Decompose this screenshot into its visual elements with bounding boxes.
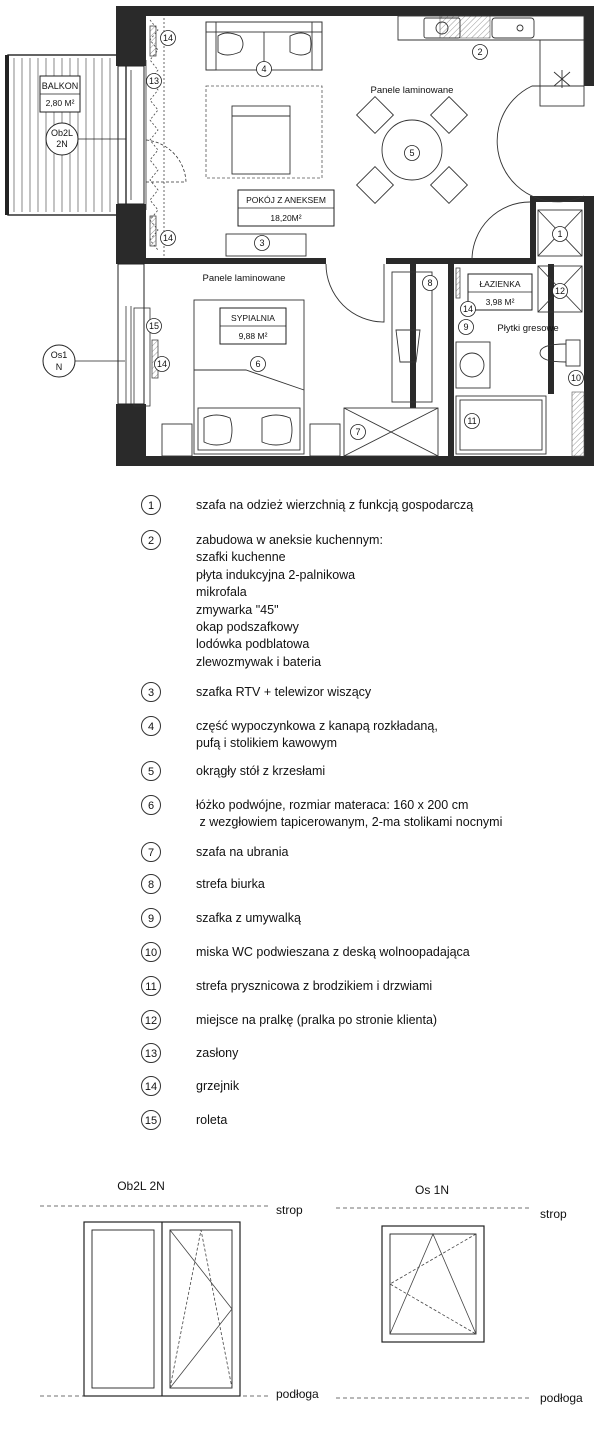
legend-line: z wezgłowiem tapicerowanym, 2-ma stolikami nocnymi	[196, 815, 503, 830]
door-elevation-bottom: podłoga	[276, 1387, 319, 1401]
legend-line: roleta	[196, 1113, 228, 1127]
window-tag-code: Ob2L	[50, 128, 74, 138]
legend-text	[196, 876, 265, 893]
plan-marker	[255, 236, 270, 251]
coffee-table	[232, 106, 290, 174]
bedroom-door	[326, 264, 384, 322]
plan-marker	[155, 357, 170, 372]
svg-text:11: 11	[467, 416, 477, 426]
door-arc	[472, 202, 530, 260]
legend-number: 9	[141, 908, 161, 928]
svg-text:14: 14	[162, 33, 174, 43]
legend-line: pufą i stolikiem kawowym	[196, 736, 338, 751]
svg-text:1: 1	[557, 229, 563, 239]
legend-line: grzejnik	[196, 1079, 240, 1093]
svg-text:15: 15	[148, 321, 160, 331]
room-label-bedroom	[220, 308, 286, 344]
svg-text:5: 5	[409, 148, 415, 158]
plan-marker	[553, 284, 568, 299]
plan-marker	[251, 357, 266, 372]
legend-number: 2	[141, 530, 161, 550]
bedroom-name: SYPIALNIA	[231, 313, 275, 323]
plan-marker	[161, 231, 176, 246]
plan-marker	[465, 414, 480, 429]
plan-marker	[147, 319, 162, 334]
svg-text:4: 4	[261, 64, 267, 74]
legend-number: 12	[141, 1010, 161, 1030]
window-tag-balcony-door	[46, 123, 78, 155]
floor-label-bathroom: Płytki gresowe	[497, 323, 559, 334]
legend-number: 4	[141, 716, 161, 736]
rug	[206, 86, 322, 178]
legend-text	[196, 797, 502, 832]
svg-text:14: 14	[156, 359, 168, 369]
plan-marker	[473, 45, 488, 60]
bathroom-name: ŁAZIENKA	[479, 279, 521, 289]
legend-line: łóżko podwójne, rozmiar materaca: 160 x 200 cm	[196, 798, 469, 812]
legend-text	[196, 910, 301, 927]
svg-text:2: 2	[477, 47, 483, 57]
floor-label-living: Panele laminowane	[370, 85, 454, 96]
svg-text:12: 12	[554, 286, 566, 296]
legend-text	[196, 718, 438, 753]
legend-number: 13	[141, 1043, 161, 1063]
svg-text:7: 7	[355, 427, 361, 437]
legend-text	[196, 844, 288, 861]
wall-hatching	[118, 16, 584, 456]
room-label-living	[238, 190, 334, 226]
legend-line: miska WC podwieszana z deską wolnoopadająca	[196, 945, 470, 959]
legend-text	[196, 1045, 238, 1062]
window-elevation	[336, 1183, 583, 1405]
door-elevation	[40, 1179, 319, 1401]
window-tag-sub: N	[55, 362, 63, 372]
legend-number: 3	[141, 682, 161, 702]
legend-line: miejsce na pralkę (pralka po stronie klienta)	[196, 1013, 438, 1027]
window-tag-sub: 2N	[56, 139, 68, 149]
legend-number: 5	[141, 761, 161, 781]
plan-marker	[351, 425, 366, 440]
legend-line: zabudowa w aneksie kuchennym:	[196, 533, 383, 547]
room-label-bathroom	[468, 274, 532, 310]
legend-text	[196, 684, 371, 701]
legend-line: szafa na ubrania	[196, 845, 289, 859]
legend-line: płyta indukcyjna 2-palnikowa	[196, 567, 356, 582]
plan-marker	[461, 302, 476, 317]
plan-marker	[569, 371, 584, 386]
svg-text:10: 10	[570, 373, 582, 383]
balcony-name: BALKON	[41, 81, 79, 91]
living-name: POKÓJ Z ANEKSEM	[246, 195, 326, 205]
window-tag-bedroom	[43, 345, 75, 377]
legend-line: mikrofala	[196, 585, 247, 600]
legend-line: szafka z umywalką	[196, 911, 301, 925]
floor-label-bedroom: Panele laminowane	[202, 273, 286, 284]
sink-cabinet	[456, 342, 490, 388]
plan-marker	[147, 74, 162, 89]
window-elevation-bottom: podłoga	[540, 1391, 583, 1405]
living-area: 18,20M²	[270, 213, 302, 223]
legend-line: strefa prysznicowa z brodzikiem i drzwiami	[196, 979, 433, 993]
legend-text	[196, 532, 383, 671]
window-elevation-title: Os 1N	[414, 1183, 450, 1197]
legend-text	[196, 497, 473, 514]
legend-number: 7	[141, 842, 161, 862]
bedroom-area: 9,88 M²	[238, 331, 268, 341]
bathroom-area: 3,98 M²	[485, 297, 515, 307]
plan-marker	[161, 31, 176, 46]
plan-marker	[257, 62, 272, 77]
svg-text:6: 6	[255, 359, 261, 369]
legend-text	[196, 944, 470, 961]
legend-line: lodówka podblatowa	[196, 637, 310, 652]
window-tag-code: Os1	[50, 350, 68, 360]
legend-line: okrągły stół z krzesłami	[196, 764, 326, 778]
svg-text:3: 3	[259, 238, 265, 248]
legend-line: szafka RTV + telewizor wiszący	[196, 685, 372, 699]
legend-line: zlewozmywak i bateria	[196, 654, 322, 669]
plan-marker	[459, 320, 474, 335]
legend-text	[196, 1078, 239, 1095]
legend-line: zasłony	[196, 1046, 239, 1060]
legend-number: 14	[141, 1076, 161, 1096]
entrance-door	[497, 86, 584, 202]
svg-text:9: 9	[463, 322, 469, 332]
legend-text	[196, 1112, 227, 1129]
svg-text:8: 8	[427, 278, 433, 288]
walls	[116, 6, 594, 466]
wc-bowl	[540, 340, 580, 366]
legend-number: 15	[141, 1110, 161, 1130]
legend-number: 8	[141, 874, 161, 894]
svg-text:14: 14	[162, 233, 174, 243]
door-elevation-top: strop	[276, 1203, 303, 1217]
legend-text	[196, 1012, 437, 1029]
window-elevation-top: strop	[540, 1207, 567, 1221]
legend-number: 1	[141, 495, 161, 515]
plan-marker	[423, 276, 438, 291]
door-elevation-title: Ob2L 2N	[117, 1179, 165, 1193]
svg-text:13: 13	[148, 76, 160, 86]
legend-number: 10	[141, 942, 161, 962]
plan-markers	[147, 31, 584, 440]
legend-text	[196, 763, 325, 780]
legend-line: szafki kuchenne	[196, 550, 286, 565]
balcony-area: 2,80 M²	[45, 98, 75, 108]
svg-text:14: 14	[462, 304, 474, 314]
legend-number: 6	[141, 795, 161, 815]
legend-text	[196, 978, 432, 995]
plan-marker	[553, 227, 568, 242]
legend-line: strefa biurka	[196, 877, 265, 891]
legend-line: zmywarka "45"	[196, 602, 279, 617]
legend-line: szafa na odzież wierzchnią z funkcją gospodarczą	[196, 498, 474, 512]
plan-marker	[405, 146, 420, 161]
bedroom-window	[126, 306, 150, 406]
legend-line: okap podszafkowy	[196, 620, 299, 635]
legend-number: 11	[141, 976, 161, 996]
legend-line: część wypoczynkowa z kanapą rozkładaną,	[196, 719, 438, 733]
